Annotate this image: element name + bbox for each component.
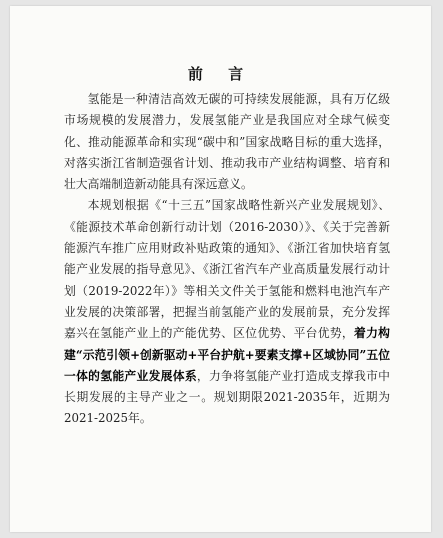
plan-period-text: ，力争将氢能产业打造成支撑我市中长期发展的主导产业之一。规划期限2021-2035年，近期为2021-2025年。 — [64, 368, 390, 426]
document-page — [10, 6, 431, 532]
development-system-emphasis: 着力构建“示范引领+创新驱动+平台护航+要素支撑+区域协同”五位一体的氢能产业发展体系 — [64, 326, 390, 383]
document-title: 前 言 — [187, 65, 254, 83]
intro-paragraph: 氢能是一种清洁高效无碳的可持续发展能源，具有万亿级市场规模的发展潜力，发展氢能产业是我国应对全球气候变化、推动能源革命和实现“碳中和”国家战略目标的重大选择，对落实浙江省制造强省计划、推动我市产业结构调整、培育和壮大高端制造新动能具有深远意义。 — [64, 92, 390, 192]
plan-basis-paragraph — [64, 195, 390, 429]
plan-basis-text: 本规划根据《“十三五”国家战略性新兴产业发展规划》、《能源技术革命创新行动计划（2016-2030）》、《关于完善新能源汽车推广应用财政补贴政策的通知》、《浙江省加快培育氢能产业发展的指导意见》、《浙江省汽车产业高质量发展行动计划（2019-2022年）》等相关文件关于氢能和燃料电池汽车产业发展的决策部署，把握当前氢能产业的发展前景，充分发挥嘉兴在氢能产业上的产能优势、区位优势、平台优势， — [64, 198, 390, 341]
document-body — [64, 89, 390, 430]
